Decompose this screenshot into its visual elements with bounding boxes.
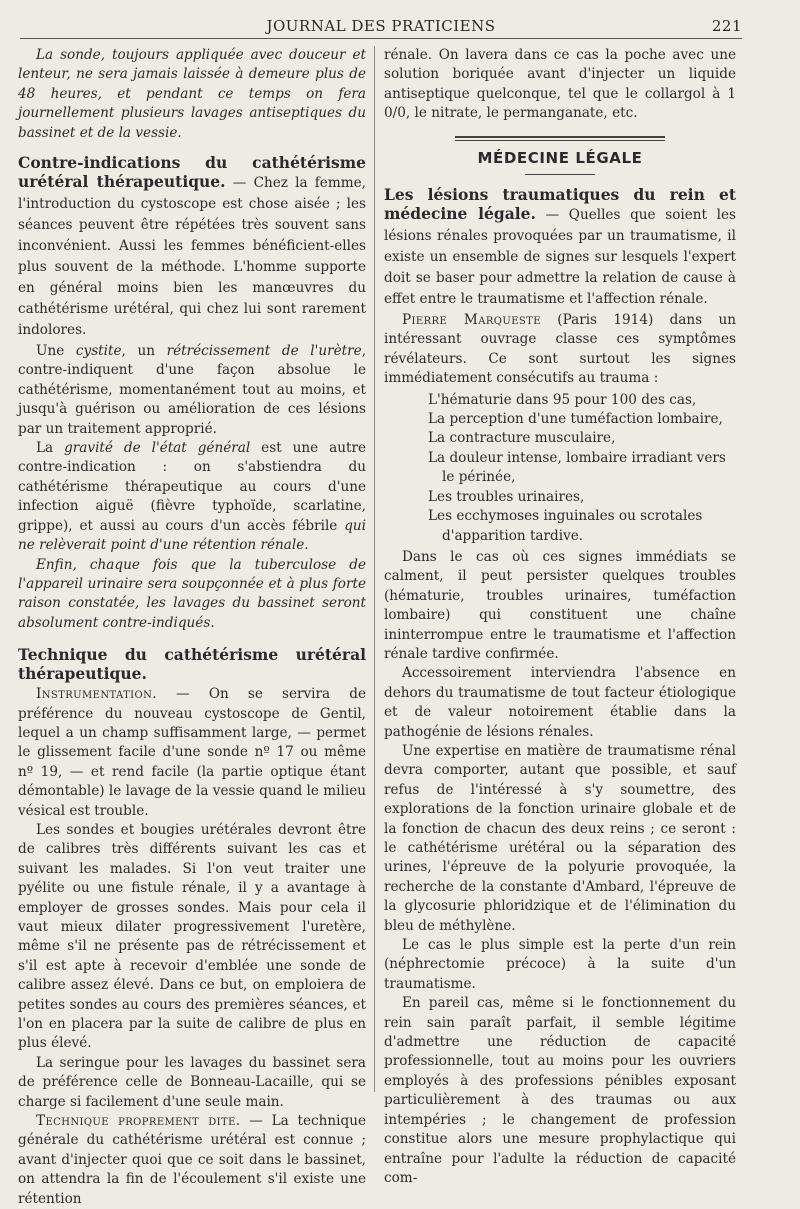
list-item: Les ecchymoses inguinales ou scrotales d'apparition tardive.	[428, 508, 703, 544]
article-paragraph-1: — Quelles que soient les lésions rénales provoquées par un traumatisme, il existe un ensemble de signes sur lesquels l'expert doit se baser pour admettre la relation de cause à effet entre le traumatisme et l'affection rénale.	[384, 207, 737, 308]
sondes-paragraph: Les sondes et bougies urétérales devront être de calibres très différents suivant les cas et suivant les malades. Si l'on veut traiter une pyélite ou une fistule rénale, il y a avantage à employer de grosses sondes. Mais pour cela il vaut mieux dilater progressivement l'uretère, même s'il ne présente pas de rétrécissement et s'il est apte à recevoir d'emblée une sonde de calibre assez élevé. Dans ce but, on emploiera de petites sondes au cours des premières séances, et l'on en placera par la suite de calibre de plus en plus élevé.	[18, 821, 366, 1052]
list-item: La contracture musculaire,	[428, 430, 616, 447]
left-column	[18, 46, 367, 1207]
instrumentation-paragraph	[18, 685, 366, 821]
text-run: est une autre contre-indication : on s'abstiendra du cathétérisme thérapeutique au cours d'une infection aiguë (fièvre typhoïde, scarlatine, grippe), et aussi au cours d'un accès fébrile	[18, 440, 366, 534]
instrumentation-label: Instrumentation.	[36, 686, 157, 703]
text-run: qui ne relèverait point d'une rétention rénale.	[18, 517, 366, 554]
right-column	[384, 46, 737, 1186]
text-run: Une	[36, 343, 76, 360]
text-run: , un	[121, 343, 167, 360]
article-paragraph-5: Une expertise en matière de traumatisme rénal devra comporter, autant que possible, et sauf refus de l'intéressé à s'y soumettre, des explorations de la fonction urinaire globale et de la fonction de chacun des deux reins ; ce seront : le cathétérisme urétéral ou la séparation des urines, l'épreuve de la polyurie provoquée, la recherche de la constante d'Ambard, l'épreuve de la glycosurie phloridzique et de l'élimination du bleu de méthylène.	[384, 742, 736, 934]
contra-paragraph-4: Enfin, chaque fois que la tuberculose de l'appareil urinaire sera soupçonnée et à plus forte raison constatée, les lavages du bassinet seront absolument contre-indiqués.	[18, 556, 366, 631]
text-run: — On se servira de préférence du nouveau cystoscope de Gentil, lequel a un champ suffisamment large, — permet le glissement facile d'une sonde nº 17 ou même nº 19, — et rend facile (la partie optique étant démontable) le lavage de la vessie quand le milieu vésical est trouble.	[18, 686, 366, 819]
article-heading: Les lésions traumatiques du rein et médecine légale.	[384, 185, 736, 224]
section-title: MÉDECINE LÉGALE	[477, 148, 643, 167]
intro-paragraph: La sonde, toujours appliquée avec douceur et lenteur, ne sera jamais laissée à demeure plus de 48 heures, et pendant ce temps on fera journellement plusieurs lavages antiseptiques du bassinet et de la vessie.	[18, 47, 366, 141]
article-paragraph-3: Dans le cas où ces signes immédiats se calment, il peut persister quelques troubles (hématurie, troubles urinaires, tuméfaction lombaire) qui constituent une chaîne ininterrompue entre le traumatisme et l'affection rénale tardive confirmée.	[384, 548, 736, 662]
article-paragraph-2	[384, 311, 736, 389]
technique-label: Technique proprement dite.	[36, 1113, 241, 1130]
article-heading-block	[384, 185, 736, 309]
text-run: cystite	[75, 343, 122, 360]
author-name: Pierre Marqueste	[402, 312, 541, 329]
contra-paragraph-3	[18, 439, 366, 555]
contra-heading-block	[18, 153, 366, 340]
text-run: , contre-indiquent d'une façon absolue le cathétérisme, momentanément tout au moins, et jusqu'à guérison ou amélioration de ces lésions par un traitement approprié.	[18, 343, 367, 437]
section-divider	[455, 136, 665, 141]
column-divider	[374, 46, 375, 1092]
article-paragraph-4: Accessoirement interviendra l'absence en dehors du traumatisme de tout facteur étiologique et de valeur notoirement établie dans la pathogénie de lésions rénales.	[384, 665, 736, 740]
list-item: La douleur intense, lombaire irradiant vers le périnée,	[428, 449, 726, 486]
journal-title: JOURNAL DES PRATICIENS	[266, 17, 496, 35]
technique-paragraph	[18, 1112, 366, 1209]
technique-heading: Technique du cathétérisme urétéral thérapeutique.	[18, 645, 366, 684]
contra-paragraph-1: — Chez la femme, l'introduction du cystoscope est chose aisée ; les séances peuvent être répétées très souvent sans inconvénient. Aussi les femmes bénéficient-elles plus souvent de la méthode. L'homme supporte en général moins bien les manœuvres du cathétérisme urétéral, qui chez lui sont rarement indolores.	[18, 175, 366, 339]
list-item: Les troubles urinaires,	[428, 488, 585, 505]
contra-heading: Contre-indications du cathétérisme urétéral thérapeutique.	[18, 153, 366, 192]
text-run: gravité de l'état général	[64, 440, 251, 457]
running-header	[20, 14, 742, 39]
text-run: (Paris 1914) dans un intéressant ouvrage classe ces symptômes révélateurs. Ce sont surtout les signes immédiatement consécutifs au trauma :	[384, 312, 736, 387]
signs-list	[384, 391, 736, 546]
list-item: La perception d'une tuméfaction lombaire,	[428, 411, 723, 428]
text-run: — La technique générale du cathétérisme urétéral est connue ; avant d'injecter quoi que ce soit dans le bassinet, on attendra la fin de l'écoulement s'il existe une rétention	[18, 1113, 366, 1207]
seringue-paragraph: La seringue pour les lavages du bassinet sera de préférence celle de Bonneau-Lacaille, qui se charge si facilement d'une seule main.	[18, 1054, 366, 1110]
list-item: L'hématurie dans 95 pour 100 des cas,	[428, 391, 697, 408]
continuation-paragraph: rénale. On lavera dans ce cas la poche avec une solution boriquée avant d'injecter un liquide antiseptique quelconque, tel que le collargol à 1 0/0, le nitrate, le permanganate, etc.	[384, 47, 736, 122]
article-paragraph-7: En pareil cas, même si le fonctionnement du rein sain paraît parfait, il semble légitime d'admettre une réduction de capacité professionnelle, tout au moins pour les ouvriers employés à des professions pénibles exposant particulièrement à des traumas ou aux intempéries ; le changement de profession constitue alors une mesure prophylactique qui entraîne pour l'adulte la réduction de capacité com-	[384, 995, 736, 1186]
page-number: 221	[711, 17, 742, 35]
title-underline	[525, 174, 595, 175]
contra-paragraph-2	[18, 342, 366, 439]
text-run: La	[36, 440, 65, 457]
text-run: rétrécissement de l'urètre	[166, 343, 362, 360]
article-paragraph-6: Le cas le plus simple est la perte d'un rein (néphrectomie précoce) à la suite d'un traumatisme.	[384, 937, 736, 992]
